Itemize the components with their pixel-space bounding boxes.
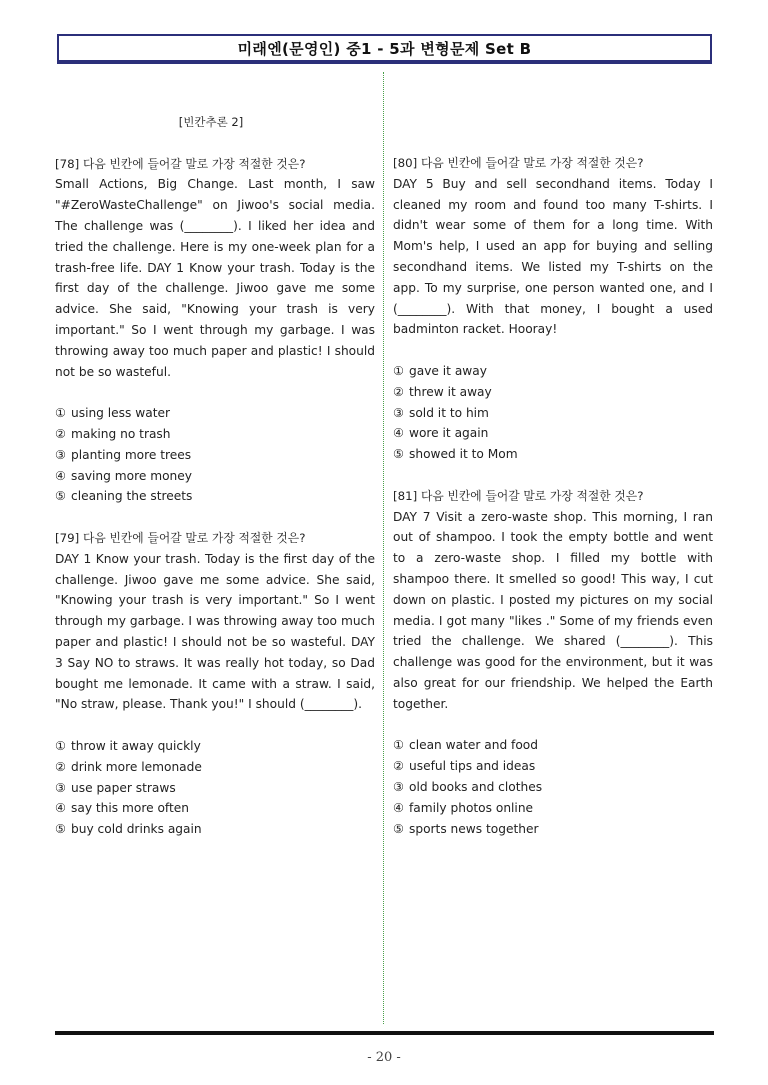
choice-item[interactable]: [55, 424, 375, 445]
choice-list: [393, 361, 713, 465]
page-title: 미래엔(문영인) 중1 - 5과 변형문제 Set B: [237, 39, 532, 58]
choice-number: ②: [393, 384, 404, 399]
choice-item[interactable]: [393, 777, 713, 798]
column-divider: [383, 72, 384, 1024]
choice-number: ⑤: [393, 447, 404, 462]
question-79: [55, 528, 375, 840]
question-head: [81] 다음 빈칸에 들어갈 말로 가장 적절한 것은?: [393, 488, 644, 503]
choice-item[interactable]: [393, 444, 713, 465]
choice-list: [393, 735, 713, 839]
choice-number: ④: [55, 468, 66, 483]
choice-number: ⑤: [55, 489, 66, 504]
choice-item[interactable]: [393, 819, 713, 840]
choice-text: sold it to him: [409, 405, 489, 420]
choice-number: ②: [55, 426, 66, 441]
choice-number: ②: [393, 759, 404, 774]
choice-text: clean water and food: [409, 738, 538, 753]
choice-item[interactable]: [55, 798, 375, 819]
choice-number: ④: [393, 426, 404, 441]
choice-text: drink more lemonade: [71, 759, 202, 774]
question-passage: DAY 7 Visit a zero-waste shop. This morning, I ran out of shampoo. I took the empty bottle and went to a zero-waste shop. I filled my bottle with shampoo there. It smelled so good! This way, I cut down on plastic. I posted my pictures on my social media. I got many "likes ." Some of my friends even tried the challenge. We shared (________). This challenge was good for the environment, but it was also great for our friendship. We helped the Earth together.: [393, 509, 713, 711]
left-column: [55, 112, 375, 840]
choice-list: [55, 736, 375, 840]
choice-number: ④: [55, 801, 66, 816]
choice-item[interactable]: [55, 466, 375, 487]
question-passage: DAY 1 Know your trash. Today is the first day of the challenge. Jiwoo gave me some advice. She said, "Knowing your trash is very important." So I went through my garbage. I was throwing away too much paper and plastic! I should not be so wasteful. DAY 3 Say NO to straws. It was really hot today, so Dad bought me lemonade. It came with a straw. I said, "No straw, please. Thank you!" I should (________).: [55, 551, 375, 712]
choice-text: buy cold drinks again: [71, 822, 202, 837]
choice-text: using less water: [71, 406, 170, 421]
choice-text: cleaning the streets: [71, 489, 193, 504]
choice-item[interactable]: [55, 819, 375, 840]
question-head: [80] 다음 빈칸에 들어갈 말로 가장 적절한 것은?: [393, 156, 644, 170]
choice-text: planting more trees: [71, 447, 192, 462]
choice-number: ③: [55, 780, 66, 795]
choice-number: ①: [55, 406, 66, 421]
choice-text: family photos online: [409, 800, 534, 815]
choice-text: say this more often: [71, 801, 189, 816]
choice-text: saving more money: [71, 468, 192, 483]
choice-number: ①: [55, 738, 66, 753]
spacer: [393, 465, 713, 486]
choice-number: ③: [393, 405, 404, 420]
section-label: [빈칸추론 2]: [178, 115, 244, 129]
question-80: [393, 153, 713, 465]
choice-number: ⑤: [55, 822, 66, 837]
choice-text: gave it away: [409, 363, 487, 378]
choice-number: ⑤: [393, 821, 404, 836]
question-head: [78] 다음 빈칸에 들어갈 말로 가장 적절한 것은?: [55, 156, 306, 171]
question-head: [79] 다음 빈칸에 들어갈 말로 가장 적절한 것은?: [55, 530, 306, 545]
choice-number: ①: [393, 363, 404, 378]
page-number: - 20 -: [367, 1050, 401, 1065]
choice-number: ③: [55, 447, 66, 462]
choice-item[interactable]: [393, 382, 713, 403]
choice-item[interactable]: [55, 736, 375, 757]
choice-text: making no trash: [71, 426, 171, 441]
choice-item[interactable]: [393, 756, 713, 777]
question-78: [55, 154, 375, 508]
choice-text: throw it away quickly: [71, 738, 201, 753]
choice-item[interactable]: [55, 778, 375, 799]
choice-text: showed it to Mom: [409, 447, 518, 462]
spacer: [55, 507, 375, 528]
choice-list: [55, 403, 375, 507]
choice-item[interactable]: [55, 403, 375, 424]
choice-item[interactable]: [393, 735, 713, 756]
question-81: [393, 486, 713, 840]
choice-text: use paper straws: [71, 780, 176, 795]
header-title-box: [57, 34, 712, 64]
choice-text: threw it away: [409, 384, 492, 399]
choice-item[interactable]: [55, 486, 375, 507]
right-column: [393, 153, 713, 839]
choice-number: ③: [393, 779, 404, 794]
footer-rule: [55, 1031, 714, 1035]
choice-item[interactable]: [393, 403, 713, 424]
choice-text: old books and clothes: [409, 779, 543, 794]
choice-item[interactable]: [55, 757, 375, 778]
choice-text: sports news together: [409, 821, 539, 836]
choice-text: useful tips and ideas: [409, 759, 536, 774]
choice-number: ②: [55, 759, 66, 774]
question-passage: Small Actions, Big Change. Last month, I saw "#ZeroWasteChallenge" on Jiwoo's social media. The challenge was (________). I liked her idea and tried the challenge. Here is my one-week plan for a trash-free life. DAY 1 Know your trash. Today is the first day of the challenge. Jiwoo gave me some advice. She said, "Knowing your trash is very important." So I went through my garbage. I was throwing away too much paper and plastic! I should not be so wasteful.: [55, 177, 375, 379]
choice-item[interactable]: [393, 423, 713, 444]
choice-item[interactable]: [393, 361, 713, 382]
choice-item[interactable]: [393, 798, 713, 819]
choice-number: ④: [393, 800, 404, 815]
choice-number: ①: [393, 738, 404, 753]
choice-item[interactable]: [55, 445, 375, 466]
question-passage: DAY 5 Buy and sell secondhand items. Today I cleaned my room and found too many T-shirts. I didn't wear some of them for a long time. With Mom's help, I used an app for buying and selling secondhand items. We listed my T-shirts on the app. To my surprise, one person wanted one, and I (________). With that money, I bought a used badminton racket. Hooray!: [393, 176, 713, 337]
choice-text: wore it again: [409, 426, 489, 441]
